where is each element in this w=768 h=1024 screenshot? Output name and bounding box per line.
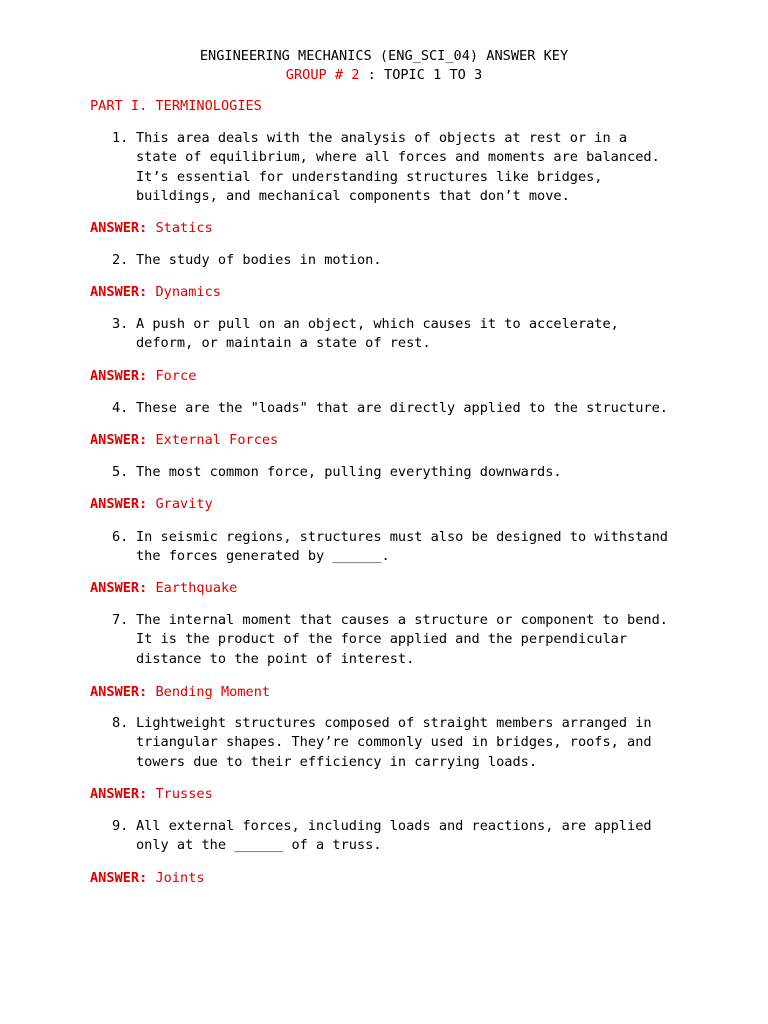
document-header xyxy=(0,47,768,85)
question-text xyxy=(136,399,696,418)
question-text xyxy=(136,611,696,669)
answer-value: Dynamics xyxy=(155,284,221,300)
question-text xyxy=(136,714,696,772)
question-line: The internal moment that causes a structure or component to bend. xyxy=(136,612,668,628)
question-line: It’s essential for understanding structures like bridges, xyxy=(136,168,603,185)
question-line: These are the "loads" that are directly applied to the structure. xyxy=(136,400,668,416)
group-label: GROUP # 2 xyxy=(285,67,360,83)
question-line: deform, or maintain a state of rest. xyxy=(136,335,431,352)
answer-value: External Forces xyxy=(155,432,279,448)
part-heading: PART I. TERMINOLOGIES xyxy=(90,98,262,114)
question-line: distance to the point of interest. xyxy=(136,650,415,667)
answer-prefix: ANSWER: xyxy=(90,786,156,802)
question-number: 5. xyxy=(112,464,129,480)
answer-value: Trusses xyxy=(155,786,213,802)
question-number: 8. xyxy=(112,715,129,731)
answer-value: Force xyxy=(155,368,197,384)
question-text xyxy=(136,129,696,206)
document-title: ENGINEERING MECHANICS (ENG_SCI_04) ANSWER KEY xyxy=(199,48,569,64)
question-line: state of equilibrium, where all forces and moments are balanced. xyxy=(136,149,660,166)
answer-line xyxy=(90,431,278,450)
question-text xyxy=(136,817,696,856)
answer-prefix: ANSWER: xyxy=(90,368,156,384)
answer-line xyxy=(90,495,213,514)
question-number: 1. xyxy=(112,130,129,146)
question-line: All external forces, including loads and reactions, are applied xyxy=(136,818,652,834)
answer-line xyxy=(90,219,213,238)
question-line: In seismic regions, structures must also be designed to withstand xyxy=(136,529,668,545)
question-text xyxy=(136,463,696,482)
question-line: triangular shapes. They’re commonly used in bridges, roofs, and xyxy=(136,734,652,751)
answer-line xyxy=(90,785,213,804)
answer-value: Earthquake xyxy=(155,580,238,596)
question-number: 4. xyxy=(112,400,129,416)
answer-line xyxy=(90,367,196,386)
question-number: 7. xyxy=(112,612,129,628)
question-number: 3. xyxy=(112,316,129,332)
answer-prefix: ANSWER: xyxy=(90,220,156,236)
topic-label: : TOPIC 1 TO 3 xyxy=(359,67,483,83)
question-line: It is the product of the force applied and the perpendicular xyxy=(136,631,628,648)
answer-prefix: ANSWER: xyxy=(90,870,156,886)
question-line: towers due to their efficiency in carrying loads. xyxy=(136,753,538,770)
question-line: The study of bodies in motion. xyxy=(136,252,382,268)
answer-line xyxy=(90,869,205,888)
answer-prefix: ANSWER: xyxy=(90,580,156,596)
question-line: only at the ______ of a truss. xyxy=(136,837,382,854)
question-line: This area deals with the analysis of objects at rest or in a xyxy=(136,130,628,146)
answer-line xyxy=(90,683,270,702)
question-text xyxy=(136,315,696,354)
answer-prefix: ANSWER: xyxy=(90,684,156,700)
answer-prefix: ANSWER: xyxy=(90,432,156,448)
answer-prefix: ANSWER: xyxy=(90,496,156,512)
question-line: The most common force, pulling everything downwards. xyxy=(136,464,562,480)
question-text xyxy=(136,528,696,567)
answer-line xyxy=(90,283,221,302)
question-line: the forces generated by ______. xyxy=(136,548,390,565)
answer-line xyxy=(90,579,237,598)
question-number: 2. xyxy=(112,252,129,268)
document-subtitle xyxy=(0,66,768,85)
question-number: 9. xyxy=(112,818,129,834)
question-line: A push or pull on an object, which causes it to accelerate, xyxy=(136,316,619,332)
answer-value: Bending Moment xyxy=(155,684,271,700)
question-line: Lightweight structures composed of straight members arranged in xyxy=(136,715,652,731)
answer-prefix: ANSWER: xyxy=(90,284,156,300)
question-text xyxy=(136,251,696,270)
answer-value: Statics xyxy=(155,220,213,236)
answer-value: Gravity xyxy=(155,496,213,512)
question-line: buildings, and mechanical components that don’t move. xyxy=(136,187,570,204)
answer-value: Joints xyxy=(155,870,205,886)
question-number: 6. xyxy=(112,529,129,545)
